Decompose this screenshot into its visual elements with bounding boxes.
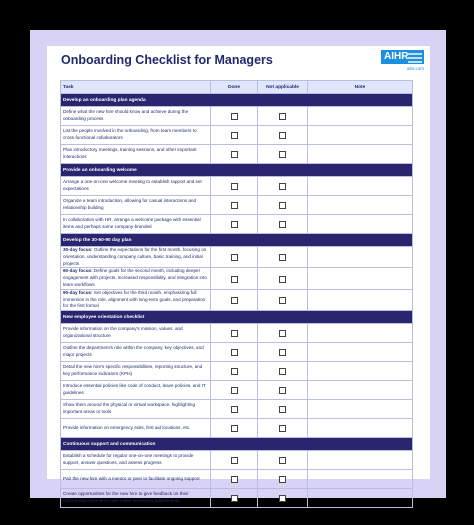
table-row — [61, 419, 413, 438]
not-applicable-checkbox[interactable] — [279, 202, 286, 209]
note-cell[interactable] — [308, 381, 413, 400]
table-row — [61, 196, 413, 215]
done-checkbox[interactable] — [231, 457, 238, 464]
header-note: Note — [308, 81, 413, 94]
note-cell[interactable] — [308, 215, 413, 234]
task-text — [61, 268, 211, 289]
not-applicable-cell — [258, 289, 308, 310]
section-header-row — [61, 438, 413, 451]
not-applicable-checkbox[interactable] — [279, 476, 286, 483]
done-checkbox[interactable] — [231, 202, 238, 209]
table-row — [61, 470, 413, 489]
done-checkbox[interactable] — [231, 113, 238, 120]
not-applicable-checkbox[interactable] — [279, 495, 286, 502]
not-applicable-cell — [258, 381, 308, 400]
table-row — [61, 145, 413, 164]
done-cell — [211, 145, 258, 164]
not-applicable-checkbox[interactable] — [279, 221, 286, 228]
done-checkbox[interactable] — [231, 349, 238, 356]
task-lead: 30-day focus: — [63, 247, 93, 252]
task-description: Set objectives for the third month, emphasizing full immersion in the role, alignment with long-term goals, and preparation for the first formal — [63, 289, 206, 309]
note-cell[interactable] — [308, 268, 413, 289]
done-cell — [211, 268, 258, 289]
done-cell — [211, 489, 258, 508]
note-cell[interactable] — [308, 362, 413, 381]
table-row — [61, 451, 413, 470]
done-cell — [211, 419, 258, 438]
table-row — [61, 324, 413, 343]
logo-lines-icon — [408, 51, 422, 63]
task-text — [61, 289, 211, 310]
task-description: Plan introductory meetings, training sessions, and other important interactions — [63, 147, 197, 159]
not-applicable-cell — [258, 362, 308, 381]
task-description: Establish a schedule for regular one-on-one meetings to provide support, answer questions, and assess progress — [63, 453, 194, 466]
not-applicable-cell — [258, 215, 308, 234]
not-applicable-cell — [258, 343, 308, 362]
done-checkbox[interactable] — [231, 151, 238, 158]
done-cell — [211, 400, 258, 419]
task-description: Provide information on the company's mission, values, and organizational structure — [63, 326, 183, 339]
note-cell[interactable] — [308, 470, 413, 489]
done-cell — [211, 324, 258, 343]
task-text — [61, 419, 211, 438]
task-text — [61, 145, 211, 164]
header-task: Task — [61, 81, 211, 94]
task-lead: 60-day focus: — [63, 268, 93, 274]
table-row — [61, 400, 413, 419]
task-description: Define what the new hire should know and achieve during the onboarding process — [63, 109, 189, 121]
not-applicable-checkbox[interactable] — [279, 330, 286, 337]
task-description: Organize a team introduction, allowing for casual interactions and relationship building — [63, 198, 197, 210]
done-checkbox[interactable] — [231, 495, 238, 502]
note-cell[interactable] — [308, 177, 413, 196]
done-cell — [211, 107, 258, 126]
section-header-row — [61, 311, 413, 324]
task-text — [61, 177, 211, 196]
done-checkbox[interactable] — [231, 132, 238, 139]
section-header-row — [61, 234, 413, 247]
task-text — [61, 489, 211, 508]
table-row — [61, 107, 413, 126]
task-lead: 90-day focus: — [63, 289, 93, 295]
done-cell — [211, 289, 258, 310]
section-header-row — [61, 164, 413, 177]
done-checkbox[interactable] — [231, 368, 238, 375]
not-applicable-cell — [258, 400, 308, 419]
not-applicable-checkbox[interactable] — [279, 254, 286, 261]
section-title: Provide an onboarding welcome — [61, 164, 413, 177]
done-cell — [211, 177, 258, 196]
note-cell[interactable] — [308, 400, 413, 419]
done-cell — [211, 215, 258, 234]
task-description: Outline the department's role within the company, key objectives, and major projects — [63, 345, 204, 358]
done-cell — [211, 126, 258, 145]
task-text — [61, 400, 211, 419]
task-description: Show them around the physical or virtual workspace, highlighting important areas or tools — [63, 402, 196, 415]
checklist-document — [47, 46, 430, 504]
section-title: Develop an onboarding plan agenda — [61, 94, 413, 107]
done-checkbox[interactable] — [231, 183, 238, 190]
table-row — [61, 362, 413, 381]
note-cell[interactable] — [308, 451, 413, 470]
task-description: Arrange a one-on-one welcome meeting to establish rapport and set expectations — [63, 179, 202, 191]
aihr-logo — [381, 50, 424, 64]
table-header-row — [61, 81, 413, 94]
not-applicable-checkbox[interactable] — [279, 183, 286, 190]
not-applicable-cell — [258, 324, 308, 343]
logo-url: aihr.com — [406, 66, 424, 71]
note-cell[interactable] — [308, 126, 413, 145]
section-title: New employee orientation checklist — [61, 311, 413, 324]
done-cell — [211, 451, 258, 470]
done-checkbox[interactable] — [231, 406, 238, 413]
done-checkbox[interactable] — [231, 297, 238, 304]
done-cell — [211, 381, 258, 400]
note-cell[interactable] — [308, 419, 413, 438]
task-text — [61, 451, 211, 470]
not-applicable-checkbox[interactable] — [279, 113, 286, 120]
note-cell[interactable] — [308, 196, 413, 215]
table-row — [61, 268, 413, 289]
header-done: Done — [211, 81, 258, 94]
not-applicable-checkbox[interactable] — [279, 349, 286, 356]
task-text — [61, 247, 211, 268]
table-row — [61, 489, 413, 508]
not-applicable-cell — [258, 419, 308, 438]
task-description: List the people involved in the onboarding, from team members to cross-functional collaborators — [63, 128, 197, 140]
not-applicable-checkbox[interactable] — [279, 457, 286, 464]
not-applicable-cell — [258, 177, 308, 196]
checklist-table — [60, 80, 413, 508]
not-applicable-checkbox[interactable] — [279, 151, 286, 158]
section-title: Continuous support and communication — [61, 438, 413, 451]
note-cell[interactable] — [308, 107, 413, 126]
page-title: Onboarding Checklist for Managers — [61, 53, 273, 67]
not-applicable-checkbox[interactable] — [279, 132, 286, 139]
not-applicable-cell — [258, 268, 308, 289]
not-applicable-checkbox[interactable] — [279, 406, 286, 413]
note-cell[interactable] — [308, 489, 413, 508]
done-checkbox[interactable] — [231, 221, 238, 228]
done-cell — [211, 470, 258, 489]
task-description: Introduce essential policies like code of conduct, leave policies, and IT guidelines — [63, 383, 206, 396]
task-text — [61, 107, 211, 126]
task-description: In collaboration with HR, arrange a welcome package with essential items and perhaps some company-branded — [63, 217, 201, 229]
not-applicable-checkbox[interactable] — [279, 425, 286, 432]
not-applicable-cell — [258, 107, 308, 126]
task-text — [61, 196, 211, 215]
not-applicable-checkbox[interactable] — [279, 368, 286, 375]
task-text — [61, 126, 211, 145]
section-header-row — [61, 94, 413, 107]
table-row — [61, 126, 413, 145]
note-cell[interactable] — [308, 145, 413, 164]
table-row — [61, 343, 413, 362]
not-applicable-cell — [258, 470, 308, 489]
task-description: Detail the new hire's specific responsibilities, reporting structure, and key performance indicators (KPIs) — [63, 364, 203, 377]
done-checkbox[interactable] — [231, 425, 238, 432]
done-cell — [211, 362, 258, 381]
not-applicable-checkbox[interactable] — [279, 297, 286, 304]
task-text — [61, 381, 211, 400]
done-checkbox[interactable] — [231, 330, 238, 337]
table-row — [61, 381, 413, 400]
table-row — [61, 215, 413, 234]
not-applicable-checkbox[interactable] — [279, 387, 286, 394]
note-cell[interactable] — [308, 289, 413, 310]
not-applicable-cell — [258, 247, 308, 268]
note-cell[interactable] — [308, 324, 413, 343]
done-cell — [211, 196, 258, 215]
table-row — [61, 177, 413, 196]
done-cell — [211, 247, 258, 268]
task-text — [61, 362, 211, 381]
task-text — [61, 324, 211, 343]
not-applicable-cell — [258, 126, 308, 145]
not-applicable-cell — [258, 489, 308, 508]
done-checkbox[interactable] — [231, 476, 238, 483]
task-description: Provide information on emergency exits, first aid locations, etc. — [63, 424, 191, 430]
task-description: Outline the expectations for the first month, focusing on orientation, understanding company culture, basic training, and initial projects — [63, 247, 207, 266]
done-cell — [211, 343, 258, 362]
task-text — [61, 215, 211, 234]
table-row — [61, 247, 413, 268]
done-checkbox[interactable] — [231, 387, 238, 394]
section-title: Develop the 30-60-90 day plan — [61, 234, 413, 247]
task-description: Define goals for the second month, including deeper engagement with projects, increased responsibility, and integration into team workflows — [63, 268, 207, 287]
not-applicable-cell — [258, 196, 308, 215]
header-not-applicable: Not applicable — [258, 81, 308, 94]
task-description: Pair the new hire with a mentor or peer to facilitate ongoing support — [63, 475, 200, 481]
task-text — [61, 470, 211, 489]
table-row — [61, 289, 413, 310]
not-applicable-checkbox[interactable] — [279, 276, 286, 283]
not-applicable-cell — [258, 451, 308, 470]
not-applicable-cell — [258, 145, 308, 164]
done-checkbox[interactable] — [231, 254, 238, 261]
logo-text: AIHR — [384, 51, 409, 62]
task-description: Create opportunities for the new hire to give feedback on their onboarding experience and make necessary adjustments — [63, 491, 189, 504]
task-text — [61, 343, 211, 362]
done-checkbox[interactable] — [231, 276, 238, 283]
note-cell[interactable] — [308, 343, 413, 362]
note-cell[interactable] — [308, 247, 413, 268]
